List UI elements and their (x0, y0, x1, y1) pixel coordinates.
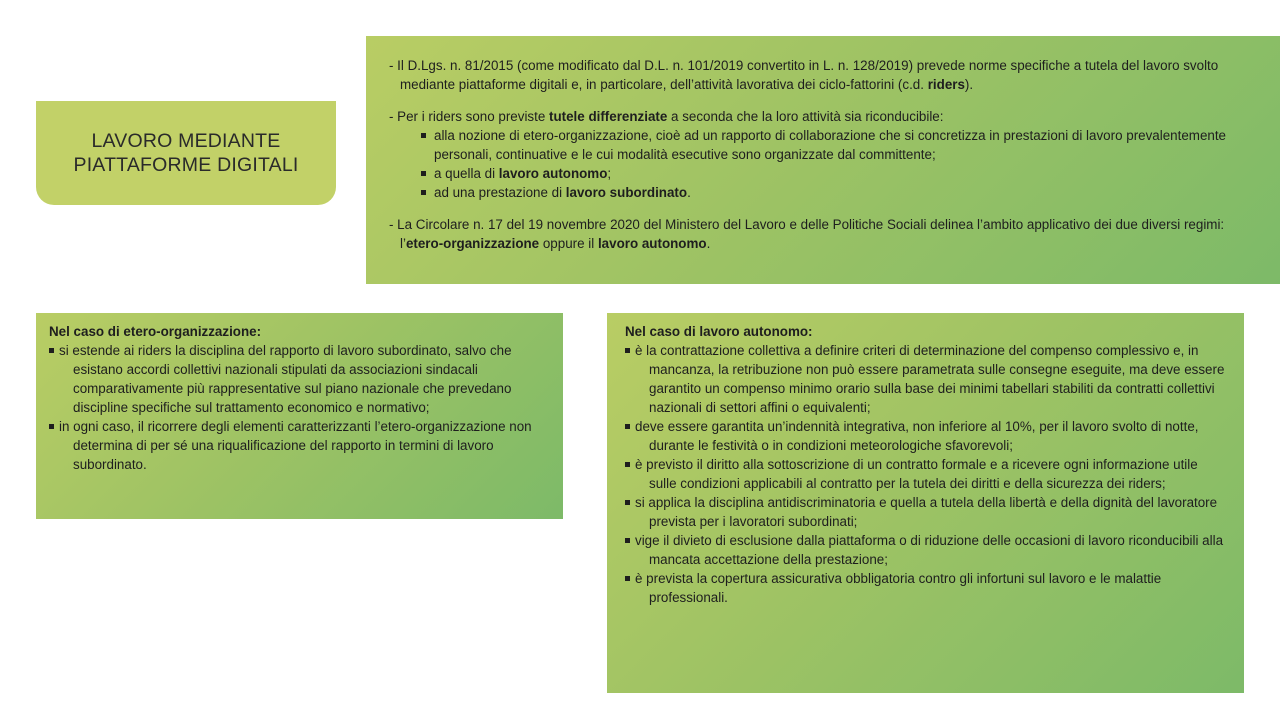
intro-p1-text: - Il D.Lgs. n. 81/2015 (come modificato dal D.L. n. 101/2019 convertito in L. n. 128/2019) prevede norme specifiche a tutela del lavoro svolto mediante piattaforme digitali e, in particolare, dell’attività lavorativa dei ciclo-fattorini (c.d. (389, 58, 1219, 92)
title-line-2: PIATTAFORME DIGITALI (73, 154, 299, 176)
intro-b3-end: . (687, 185, 691, 200)
intro-paragraph-3 (386, 215, 1260, 253)
list-item-text: si estende ai riders la disciplina del rapporto di lavoro subordinato, salvo che esistano accordi collettivi nazionali stipulati da associazioni sindacali comparativamente più rappresentative sul piano nazionale che prevedano discipline specifiche sul trattamento economico e normativo; (59, 343, 512, 415)
list-item-text: si applica la disciplina antidiscriminatoria e quella a tutela della libertà e della dignità del lavoratore prevista per i lavoratori subordinati; (635, 495, 1218, 529)
list-item-text: deve essere garantita un’indennità integrativa, non inferiore al 10%, per il lavoro svolto di notte, durante le festività o in condizioni meteorologiche sfavorevoli; (635, 419, 1199, 453)
intro-b3-text: ad una prestazione di (434, 185, 566, 200)
intro-p2-end: a seconda che la loro attività sia riconducibile: (667, 109, 944, 124)
page-title (73, 129, 298, 177)
list-item (635, 493, 1226, 531)
intro-bullet-list (386, 126, 1260, 202)
intro-b2-bold: lavoro autonomo (498, 166, 608, 181)
intro-p2-text: - Per i riders sono previste (389, 109, 550, 124)
left-panel-heading: Nel caso di etero-organizzazione: (49, 324, 262, 339)
title-box (36, 101, 336, 205)
etero-organizzazione-panel (36, 313, 563, 519)
list-item-text: in ogni caso, il ricorrere degli elementi caratterizzanti l’etero-organizzazione non determina di per sé una riqualificazione del rapporto in termini di lavoro subordinato. (59, 419, 532, 472)
lavoro-autonomo-panel (607, 313, 1244, 693)
intro-p3-text: - La Circolare n. 17 del 19 novembre 2020 del Ministero del Lavoro e delle Politiche Sociali delinea l’ambito applicativo dei due diversi regimi: l’ (389, 217, 1225, 251)
intro-b2-end: ; (607, 166, 612, 181)
list-item (635, 341, 1226, 417)
intro-p3-end: . (706, 236, 711, 251)
intro-p3-bold-1: etero-organizzazione (405, 236, 540, 251)
intro-box (366, 36, 1280, 284)
list-item (635, 531, 1226, 569)
title-line-1: LAVORO MEDIANTE (91, 130, 281, 152)
list-item (59, 417, 543, 474)
intro-p1-bold: riders (927, 77, 965, 92)
left-panel-list (49, 341, 543, 474)
intro-bullet-3 (434, 183, 1260, 202)
intro-p3-bold-2: lavoro autonomo (597, 236, 707, 251)
intro-p1-end: ). (964, 77, 974, 92)
list-item (635, 455, 1226, 493)
intro-paragraph-2 (386, 107, 1260, 126)
intro-p3-mid: oppure il (539, 236, 598, 251)
intro-p2-bold: tutele differenziate (549, 109, 668, 124)
intro-bullet-2 (434, 164, 1260, 183)
intro-b2-text: a quella di (434, 166, 499, 181)
intro-paragraph-1 (386, 56, 1260, 94)
list-item (59, 341, 543, 417)
list-item-text: è la contrattazione collettiva a definire criteri di determinazione del compenso complessivo e, in mancanza, la retribuzione non può essere parametrata sulle consegne eseguite, ma deve essere garantito un compenso minimo orario sulla base dei minimi tabellari stabiliti da contratti collettivi nazionali di settori affini o equivalenti; (635, 343, 1225, 415)
list-item (635, 417, 1226, 455)
list-item (635, 569, 1226, 607)
intro-bullet-1: alla nozione di etero-organizzazione, cioè ad un rapporto di collaborazione che si concretizza in prestazioni di lavoro prevalentemente personali, continuative e le cui modalità esecutive sono organizzate dal committente; (434, 126, 1260, 164)
intro-b3-bold: lavoro subordinato (565, 185, 688, 200)
right-panel-list (625, 341, 1226, 607)
list-item-text: è prevista la copertura assicurativa obbligatoria contro gli infortuni sul lavoro e le malattie professionali. (635, 571, 1162, 605)
right-panel-heading: Nel caso di lavoro autonomo: (625, 324, 813, 339)
list-item-text: vige il divieto di esclusione dalla piattaforma o di riduzione delle occasioni di lavoro riconducibili alla mancata accettazione della prestazione; (635, 533, 1224, 567)
list-item-text: è previsto il diritto alla sottoscrizione di un contratto formale e a ricevere ogni informazione utile sulle condizioni applicabili al contratto per la tutela dei diritti e della sicurezza dei riders; (635, 457, 1198, 491)
